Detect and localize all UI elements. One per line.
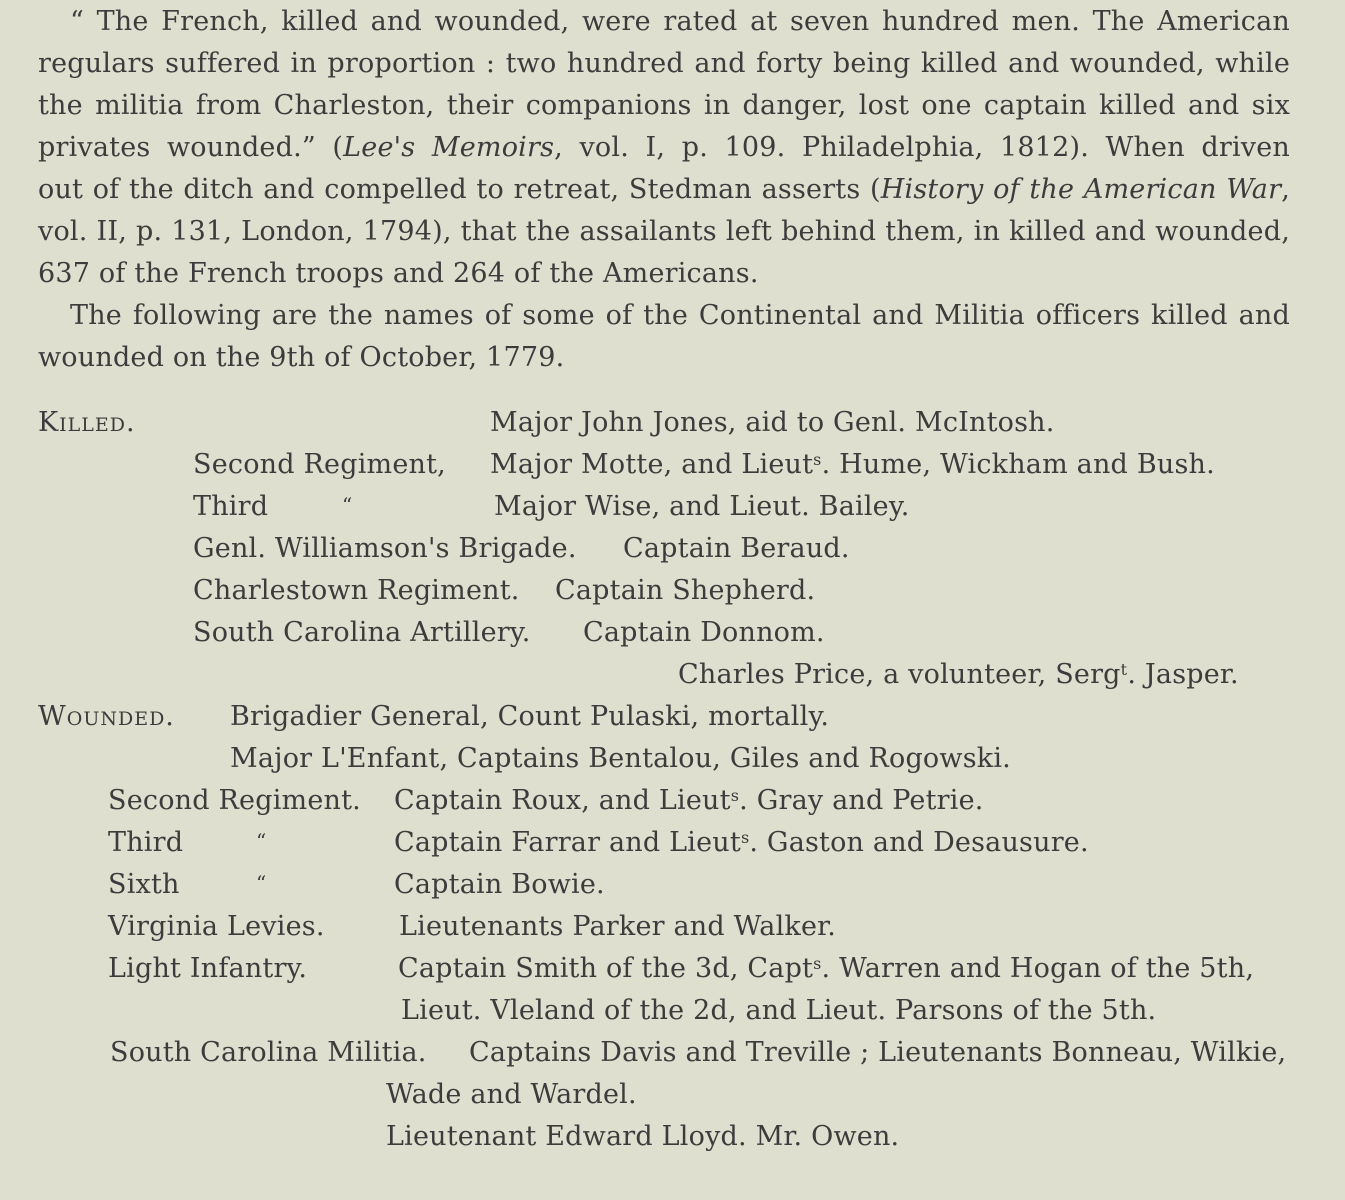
- killed-entry-text: Captain Shepherd.: [555, 575, 816, 606]
- killed-entry-text: Captain Beraud.: [623, 533, 850, 564]
- killed-heading: Killed.: [38, 407, 136, 438]
- citation-lees-memoirs: Lee's Memoirs: [343, 132, 555, 163]
- wounded-entry-label: Sixth: [108, 869, 180, 900]
- wounded-entry-label: Light Infantry.: [108, 953, 308, 984]
- wounded-entry-text: Wade and Wardel.: [386, 1079, 637, 1110]
- line-4-text-c: , vol. I, p. 109. Philadelphia, 1812). When driven: [554, 132, 1291, 163]
- paragraph2-line-2: wounded on the 9th of October, 1779.: [38, 342, 565, 373]
- killed-entry-label: Second Regiment,: [193, 449, 446, 480]
- wounded-entry-text: Lieutenant Edward Lloyd. Mr. Owen.: [386, 1121, 900, 1152]
- ditto-mark: “: [256, 871, 267, 895]
- killed-entry-label: Charlestown Regiment.: [193, 575, 520, 606]
- wounded-entry-label: Second Regiment.: [108, 785, 361, 816]
- killed-entry-text: Major Motte, and Lieut$^s$. Hume, Wickham and Bush.: [490, 449, 1215, 480]
- paragraph2-line-1: The following are the names of some of the Continental and Militia officers killed and: [70, 300, 1290, 331]
- wounded-entry-text: Lieutenants Parker and Walker.: [399, 911, 837, 942]
- wounded-heading: Wounded.: [38, 701, 175, 732]
- killed-entry-label: Genl. Williamson's Brigade.: [193, 533, 577, 564]
- line-4-text-a: privates wounded.” (: [38, 132, 344, 163]
- killed-entry-text: Captain Donnom.: [583, 617, 825, 648]
- ditto-mark: “: [256, 829, 267, 853]
- paragraph-line-5: [38, 173, 1290, 207]
- wounded-entry-label: Virginia Levies.: [108, 911, 325, 942]
- wounded-entry-text: Captains Davis and Treville ; Lieutenants Bonneau, Wilkie,: [469, 1037, 1287, 1068]
- citation-history-american-war: History of the American War: [880, 174, 1282, 205]
- paragraph-line-2: regulars suffered in proportion : two hundred and forty being killed and wounded, while: [38, 48, 1290, 79]
- wounded-entry-label: Third: [108, 827, 184, 858]
- killed-entry-text: Major Wise, and Lieut. Bailey.: [494, 491, 910, 522]
- paragraph-line-4: [38, 131, 1290, 165]
- wounded-entry-text: Captain Bowie.: [394, 869, 605, 900]
- line-5-text-a: out of the ditch and compelled to retreat, Stedman asserts (: [38, 174, 881, 205]
- paragraph-line-1: “ The French, killed and wounded, were rated at seven hundred men. The American: [70, 6, 1290, 37]
- killed-entry-text: Major John Jones, aid to Genl. McIntosh.: [490, 407, 1055, 438]
- paragraph-line-3: the militia from Charleston, their companions in danger, lost one captain killed and six: [38, 90, 1290, 121]
- ditto-mark: “: [342, 493, 353, 517]
- wounded-entry-text: Major L'Enfant, Captains Bentalou, Giles and Rogowski.: [230, 743, 1011, 774]
- wounded-entry-text: Captain Roux, and Lieut$^s$. Gray and Petrie.: [394, 785, 984, 816]
- line-5-text-c: ,: [1281, 174, 1291, 205]
- killed-entry-label: Third: [193, 491, 269, 522]
- paragraph-line-7: 637 of the French troops and 264 of the Americans.: [38, 258, 759, 289]
- wounded-entry-text: Lieut. Vleland of the 2d, and Lieut. Parsons of the 5th.: [401, 995, 1157, 1026]
- wounded-entry-text: Captain Smith of the 3d, Capt$^s$. Warren and Hogan of the 5th,: [398, 953, 1255, 984]
- wounded-entry-text: Brigadier General, Count Pulaski, mortally.: [230, 701, 830, 732]
- wounded-entry-label: South Carolina Militia.: [110, 1037, 427, 1068]
- killed-entry-label: South Carolina Artillery.: [193, 617, 531, 648]
- wounded-entry-text: Captain Farrar and Lieut$^s$. Gaston and Desausure.: [394, 827, 1089, 858]
- paragraph-line-6: vol. II, p. 131, London, 1794), that the assailants left behind them, in killed and wounded,: [38, 216, 1290, 247]
- killed-entry-text: Charles Price, a volunteer, Serg$^t$. Jasper.: [678, 659, 1239, 690]
